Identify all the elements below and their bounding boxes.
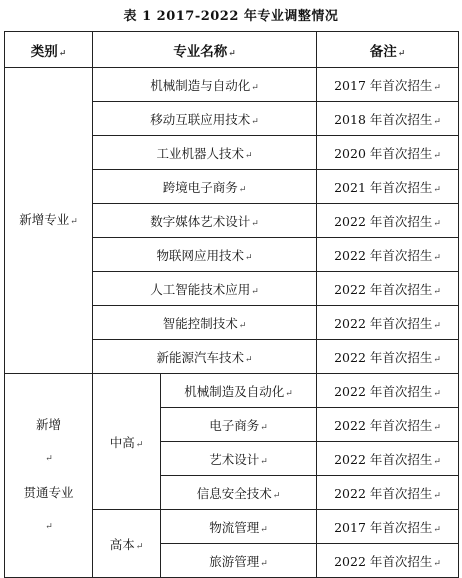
remark-cell: 2020 年首次招生↵ — [317, 136, 459, 170]
table-row — [5, 374, 459, 408]
remark-cell: 2022 年首次招生↵ — [317, 340, 459, 374]
header-remark: 备注↵ — [317, 32, 459, 68]
major-cell: 移动互联应用技术↵ — [93, 102, 317, 136]
remark-cell: 2018 年首次招生↵ — [317, 102, 459, 136]
table-caption: 表 1 2017-2022 年专业调整情况 — [123, 9, 339, 24]
header-major: 专业名称↵ — [93, 32, 317, 68]
remark-cell: 2017 年首次招生↵ — [317, 68, 459, 102]
major-cell: 人工智能技术应用↵ — [93, 272, 317, 306]
major-cell: 数字媒体艺术设计↵ — [93, 204, 317, 238]
remark-cell: 2022 年首次招生↵ — [317, 544, 459, 578]
major-cell: 机械制造及自动化↵ — [161, 374, 317, 408]
remark-cell: 2022 年首次招生↵ — [317, 374, 459, 408]
major-cell: 物流管理↵ — [161, 510, 317, 544]
remark-cell: 2022 年首次招生↵ — [317, 476, 459, 510]
category-line1: 新增 ↵ — [35, 416, 61, 464]
remark-cell: 2022 年首次招生↵ — [317, 238, 459, 272]
major-cell: 电子商务↵ — [161, 408, 317, 442]
remark-cell: 2022 年首次招生↵ — [317, 408, 459, 442]
remark-cell: 2017 年首次招生↵ — [317, 510, 459, 544]
remark-cell: 2022 年首次招生↵ — [317, 442, 459, 476]
major-cell: 智能控制技术↵ — [93, 306, 317, 340]
major-cell: 旅游管理↵ — [161, 544, 317, 578]
remark-cell: 2022 年首次招生↵ — [317, 306, 459, 340]
category-new-major: 新增专业↵ — [5, 68, 93, 374]
remark-cell: 2022 年首次招生↵ — [317, 204, 459, 238]
subcategory-zhonggao: 中高↵ — [93, 374, 161, 510]
header-row — [5, 32, 459, 68]
major-cell: 工业机器人技术↵ — [93, 136, 317, 170]
major-cell: 艺术设计↵ — [161, 442, 317, 476]
major-cell: 跨境电子商务↵ — [93, 170, 317, 204]
category-line2: 贯通专业 ↵ — [23, 484, 74, 532]
major-cell: 机械制造与自动化↵ — [93, 68, 317, 102]
major-cell: 物联网应用技术↵ — [93, 238, 317, 272]
header-category: 类别↵ — [5, 32, 93, 68]
remark-cell: 2021 年首次招生↵ — [317, 170, 459, 204]
major-adjustment-table — [4, 31, 459, 578]
table-row — [5, 68, 459, 102]
category-through-major — [5, 374, 93, 578]
subcategory-gaoben: 高本↵ — [93, 510, 161, 578]
major-cell: 新能源汽车技术↵ — [93, 340, 317, 374]
remark-cell: 2022 年首次招生↵ — [317, 272, 459, 306]
major-cell: 信息安全技术↵ — [161, 476, 317, 510]
